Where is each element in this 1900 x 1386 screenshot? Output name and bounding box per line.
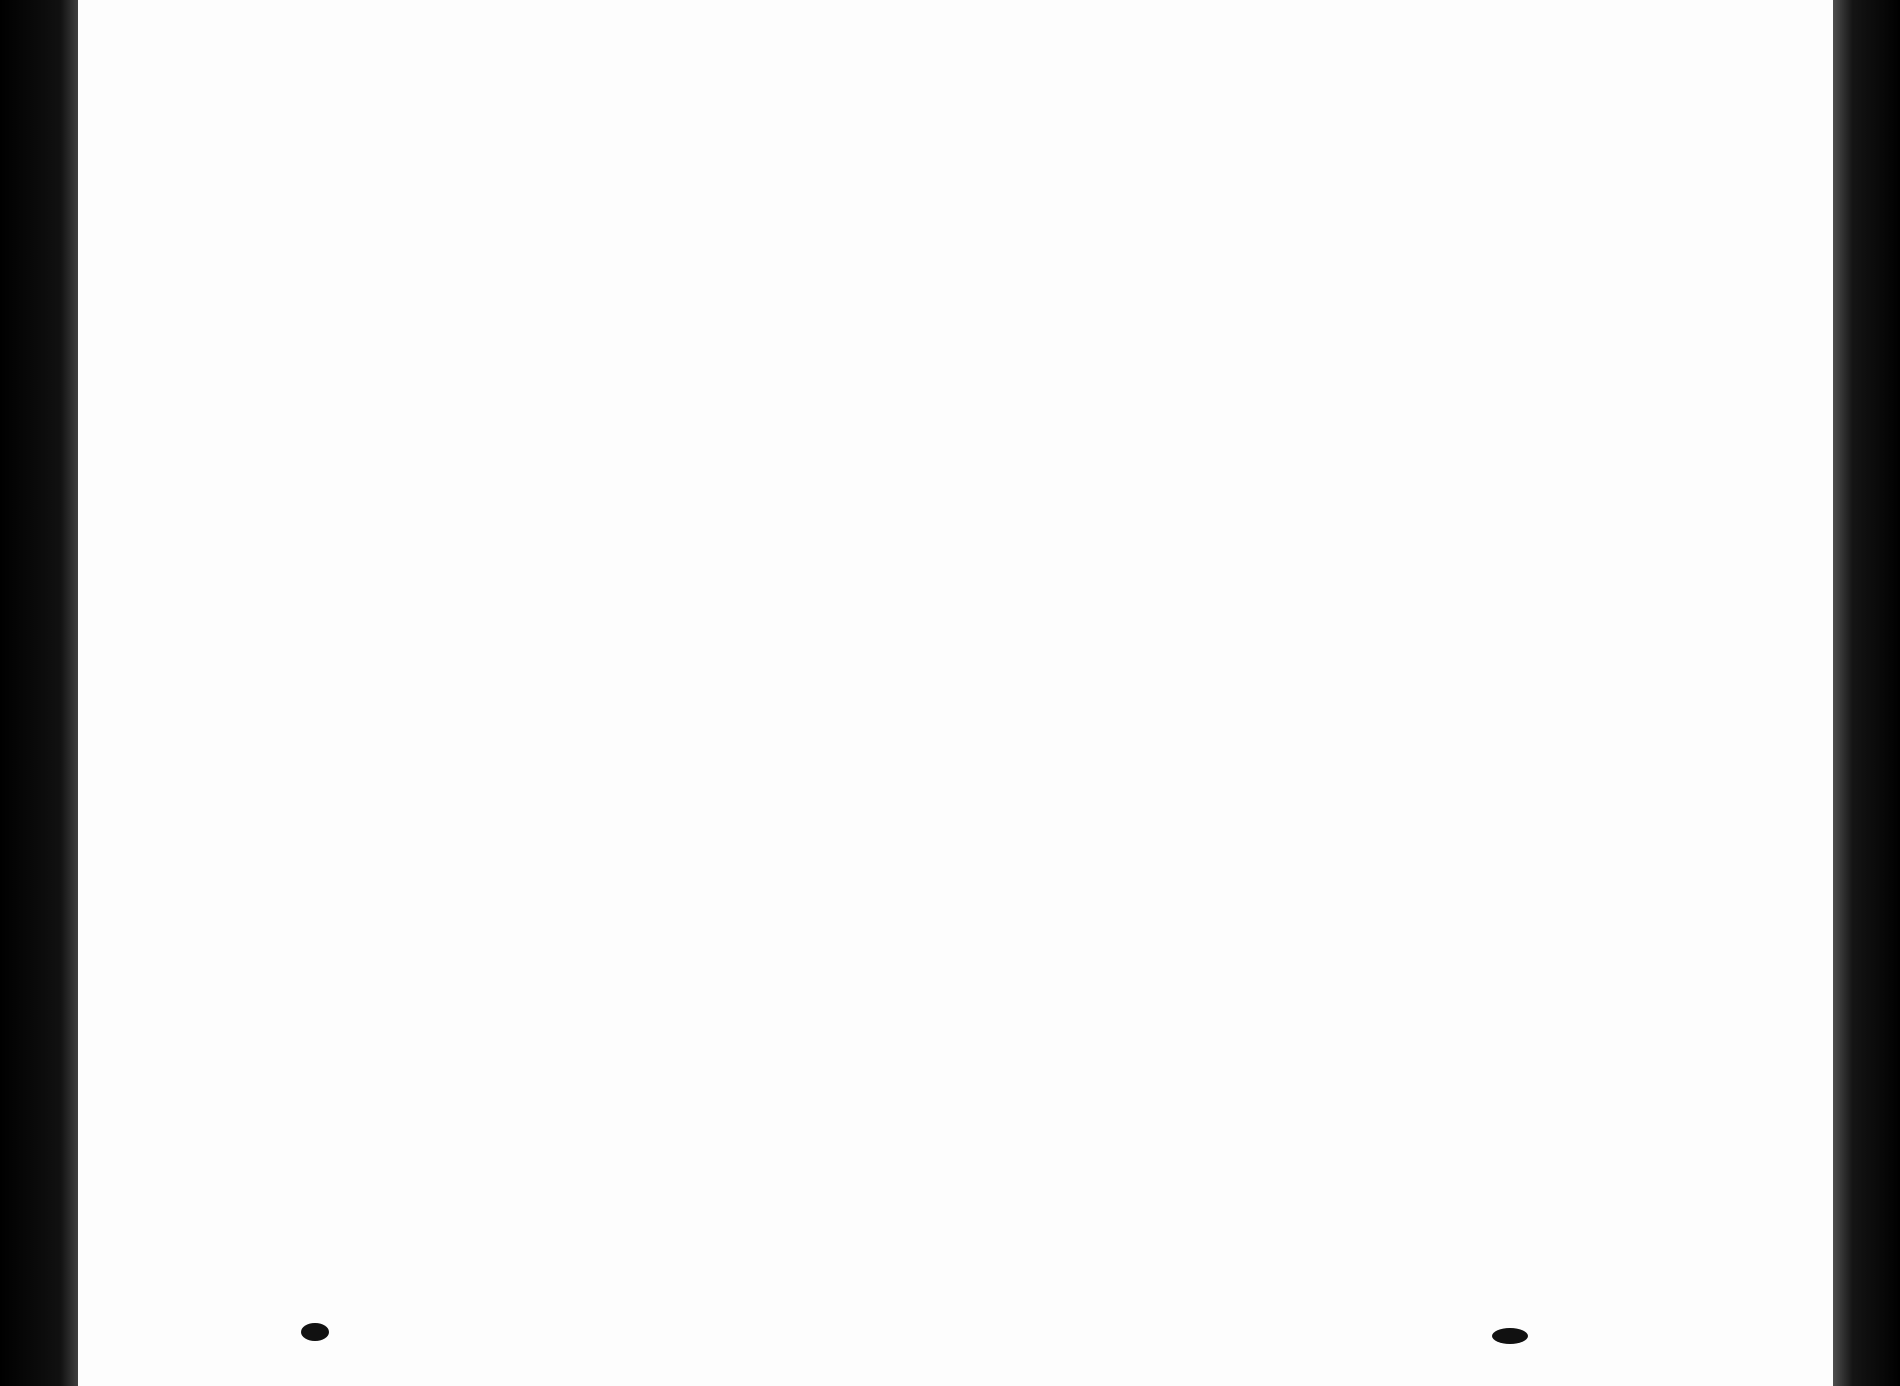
ink-blot-right [1492, 1328, 1528, 1344]
register-page [78, 0, 1833, 1386]
ink-blot-left [301, 1323, 329, 1341]
register-sheet [78, 0, 1833, 1386]
